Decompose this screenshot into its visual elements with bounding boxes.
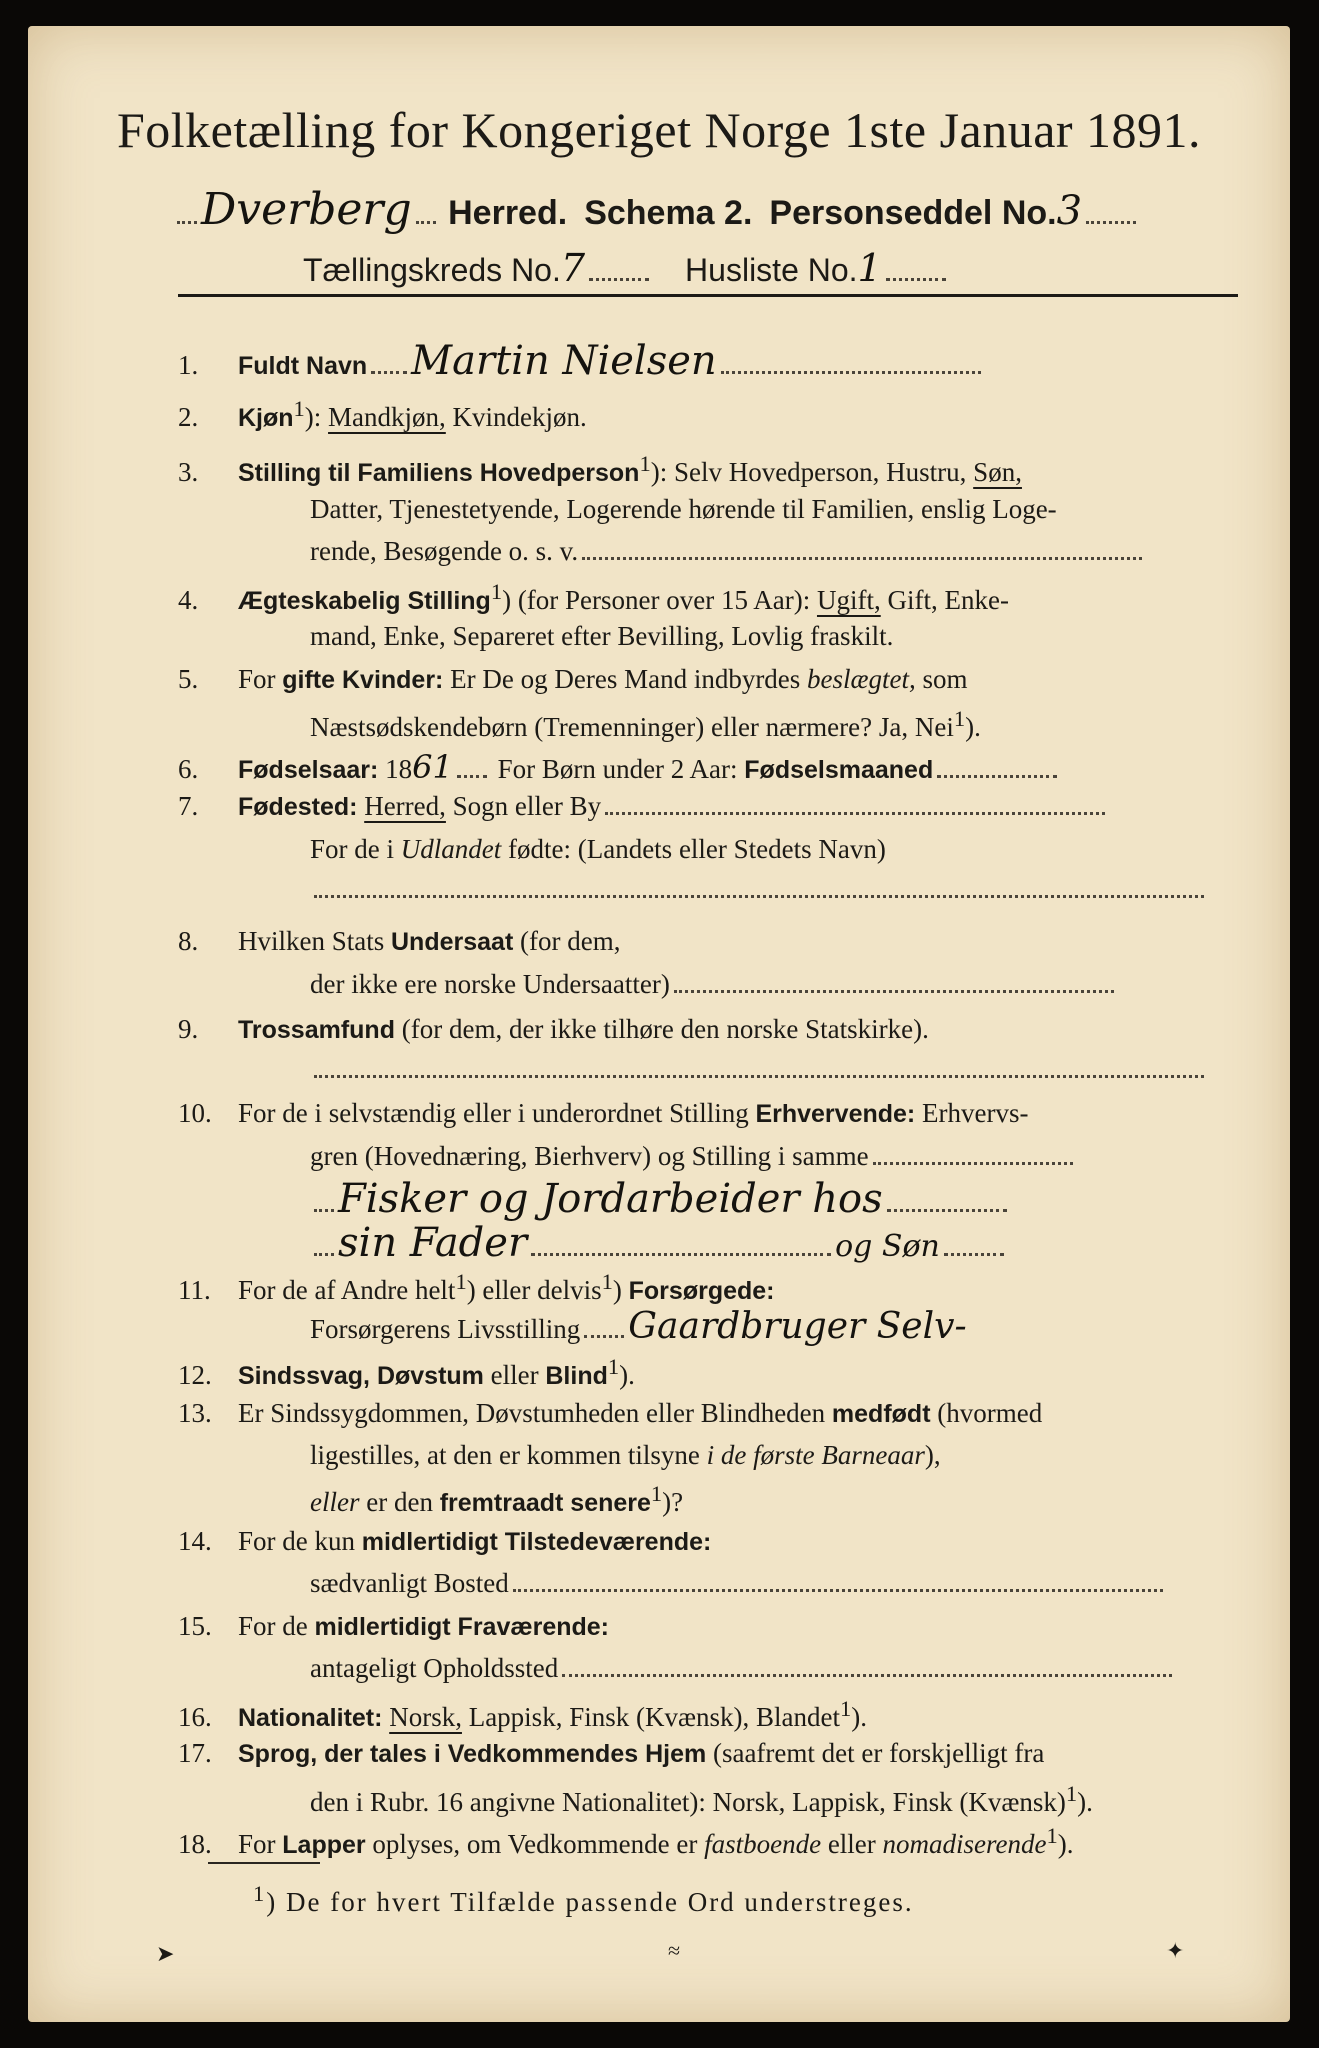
star-mark-icon: ✦: [1166, 1938, 1185, 1963]
item-11-line2-wrap: [310, 1306, 1250, 1347]
item-16-rest: Lappisk, Finsk (Kvænsk), Blandet: [461, 1702, 840, 1732]
item-8: [178, 926, 1248, 957]
item-5-line2-end: ).: [965, 712, 981, 742]
item-16-option-norsk: Norsk,: [389, 1702, 462, 1732]
item-18: [178, 1823, 1248, 1860]
item-7-line2-wrap: [310, 834, 1250, 865]
item-6-number: 6.: [178, 754, 199, 784]
item-6-mid: For Børn under 2 Aar:: [490, 754, 745, 784]
footnote-rule: [208, 1862, 320, 1864]
item-9-blank-line: [310, 1054, 1250, 1085]
item-9-label: Trossamfund: [238, 1016, 395, 1044]
item-12-sup: 1: [607, 1354, 620, 1379]
herred-name: Dverberg: [201, 184, 412, 235]
item-3-line2: Datter, Tjenestetyende, Logerende hørende til Familien, enslig Loge-: [310, 494, 1057, 524]
item-4-option-ugift: Ugift,: [816, 585, 881, 615]
item-13-sup: 1: [650, 1481, 663, 1506]
item-1: [178, 338, 1248, 384]
item-16-sup: 1: [839, 1696, 852, 1721]
item-11-number: 11.: [178, 1275, 211, 1305]
personseddel-label: Personseddel No.: [769, 194, 1057, 232]
personseddel-no: 3: [1056, 188, 1083, 234]
item-1-number: 1.: [178, 350, 199, 380]
item-13-line3-end: )?: [662, 1487, 684, 1517]
item-14-line2: sædvanligt Bosted: [310, 1568, 509, 1598]
item-4-line1: ) (for Personer over 15 Aar):: [502, 585, 817, 615]
item-5-line2: Næstsødskendebørn (Tremenninger) eller nærmere? Ja, Nei: [310, 712, 954, 742]
item-5-sup: 1: [953, 706, 966, 731]
item-11-mid: ) eller delvis: [466, 1275, 602, 1305]
item-10: [178, 1098, 1248, 1129]
item-13-pre: Er Sindssygdommen, Døvstumheden eller Blindheden: [238, 1398, 832, 1428]
item-8-line2-wrap: [310, 969, 1250, 1000]
item-3-label: Stilling til Familiens Hovedperson: [238, 459, 640, 487]
item-12-end: ).: [619, 1360, 635, 1390]
item-17-line2-wrap: [310, 1781, 1250, 1818]
item-13-line2-wrap: [310, 1440, 1250, 1471]
item-17-end: ).: [1077, 1787, 1093, 1817]
item-7-line2-pre: For de i: [310, 834, 401, 864]
taellingskreds-label: Tællingskreds No.: [303, 252, 561, 288]
item-10-answer2: sin Fader: [338, 1220, 528, 1266]
item-14-number: 14.: [178, 1526, 212, 1556]
item-16-label: Nationalitet:: [238, 1704, 383, 1732]
item-3-number: 3.: [178, 457, 199, 487]
item-18-end: ).: [1057, 1829, 1074, 1859]
item-7: [178, 791, 1248, 822]
item-6-label2: Fødselsmaaned: [744, 756, 934, 784]
item-6-answer: 61: [412, 748, 453, 786]
item-15-line2-wrap: [310, 1653, 1250, 1684]
item-11-label: Forsørgede:: [628, 1277, 775, 1305]
corner-mark-icon: ➤: [156, 1941, 175, 1966]
item-4-line1-rest: Gift, Enke-: [880, 585, 1009, 615]
item-17: [178, 1738, 1248, 1769]
item-6-label: Fødselsaar:: [238, 756, 379, 784]
item-17-line2: den i Rubr. 16 angivne Nationalitet): Norsk, Lappisk, Finsk (Kvænsk): [310, 1787, 1066, 1817]
item-2-option-kvindekjon: Kvindekjøn.: [452, 402, 587, 432]
item-12-mid: eller: [483, 1360, 546, 1390]
item-5-pre: For: [238, 664, 283, 694]
census-form-page: [28, 26, 1290, 2022]
item-11-sup: 1: [455, 1269, 467, 1294]
item-9-rest: (for dem, der ikke tilhøre den norske Statskirke).: [394, 1014, 929, 1044]
item-13-line2-pre: ligestilles, at den er kommen tilsyne: [310, 1440, 707, 1470]
item-8-number: 8.: [178, 926, 199, 956]
item-14-label: midlertidigt Tilstedeværende:: [361, 1528, 712, 1556]
item-11-line2: Forsørgerens Livsstilling: [310, 1314, 581, 1344]
item-10-pre: For de i selvstændig eller i underordnet Stilling: [238, 1098, 756, 1128]
item-17-rest: (saafremt det er forskjelligt fra: [706, 1738, 1045, 1768]
form-title: Folketælling for Kongeriget Norge 1ste Januar 1891.: [116, 102, 1202, 158]
item-18-number: 18.: [178, 1829, 212, 1859]
item-4-sup: 1: [490, 579, 503, 604]
item-10-label: Erhvervende:: [755, 1100, 916, 1128]
item-11-mid2: ): [612, 1275, 629, 1305]
item-6-prefix: 18: [378, 754, 413, 784]
item-17-number: 17.: [178, 1738, 212, 1768]
item-18-pre: For: [238, 1829, 283, 1859]
item-5-number: 5.: [178, 664, 199, 694]
item-5-line1-rest: som: [915, 664, 968, 694]
item-13-line2-italic: i de første Barneaar: [706, 1440, 925, 1470]
item-2-label: Kjøn: [238, 404, 294, 432]
item-3-sup: 1: [639, 451, 651, 476]
item-3-line1: ): Selv Hovedperson, Hustru,: [650, 457, 974, 487]
item-12-label2: Blind: [545, 1362, 608, 1390]
item-3-option-son: Søn,: [973, 457, 1022, 487]
item-4: [178, 579, 1248, 616]
item-17-sup: 1: [1065, 1781, 1078, 1806]
item-4-number: 4.: [178, 585, 199, 615]
item-15-number: 15.: [178, 1611, 212, 1641]
item-13-line2-rest: ),: [924, 1440, 941, 1470]
item-11: [178, 1269, 1248, 1306]
item-3-line3: rende, Besøgende o. s. v.: [310, 536, 579, 566]
item-18-mid: eller: [821, 1829, 883, 1859]
item-13-rest: (hvormed: [930, 1398, 1043, 1428]
header-line-herred: [173, 184, 1233, 235]
item-10-answer2-wrap: [310, 1220, 1250, 1266]
header-line-taellingskreds: [303, 246, 1203, 290]
item-10-rest: Erhvervs-: [915, 1098, 1029, 1128]
item-18-italic1: fastboende: [704, 1829, 822, 1859]
schema-label: Schema 2.: [584, 194, 753, 232]
item-15-pre: For de: [238, 1611, 315, 1641]
item-10-answer2b: og Søn: [835, 1229, 940, 1264]
item-2-sup: 1: [293, 396, 305, 421]
item-7-label: Fødested:: [238, 793, 358, 821]
item-1-label: Fuldt Navn: [238, 352, 368, 380]
item-13-line3-italic: eller: [310, 1487, 360, 1517]
footnote-text: ) De for hvert Tilfælde passende Ord understreges.: [266, 1887, 914, 1917]
item-10-line2: gren (Hovednæring, Bierhverv) og Stilling i samme: [310, 1141, 869, 1171]
item-18-rest: oplyses, om Vedkommende er: [365, 1829, 705, 1859]
item-7-option-herred: Herred,: [364, 791, 446, 821]
item-8-pre: Hvilken Stats: [238, 926, 391, 956]
item-16-end: ).: [851, 1702, 867, 1732]
item-4-label: Ægteskabelig Stilling: [238, 587, 491, 615]
item-15: [178, 1611, 1248, 1642]
item-14-pre: For de kun: [238, 1526, 362, 1556]
item-10-number: 10.: [178, 1098, 212, 1128]
item-14-line2-wrap: [310, 1568, 1250, 1599]
item-15-label: midlertidigt Fraværende:: [314, 1613, 609, 1641]
item-10-line2-wrap: [310, 1141, 1250, 1172]
item-13-line3-label: fremtraadt senere: [439, 1489, 651, 1517]
item-7-rest: Sogn eller By: [445, 791, 602, 821]
item-13-label: medfødt: [831, 1400, 931, 1428]
item-5: [178, 664, 1248, 695]
item-9: [178, 1014, 1248, 1045]
item-13-line3-pre: er den: [359, 1487, 440, 1517]
item-13: [178, 1398, 1248, 1429]
item-4-line2: mand, Enke, Separeret efter Bevilling, Lovlig fraskilt.: [310, 621, 894, 651]
item-8-label: Undersaat: [391, 928, 514, 956]
item-5-line1-italic: beslægtet,: [807, 664, 916, 694]
item-14: [178, 1526, 1248, 1557]
item-17-label: Sprog, der tales i Vedkommendes Hjem: [238, 1740, 707, 1768]
item-2: [178, 396, 1248, 433]
item-7-blank-line: [310, 874, 1250, 905]
item-16-number: 16.: [178, 1702, 212, 1732]
item-5-line1: Er De og Deres Mand indbyrdes: [443, 664, 808, 694]
taellingskreds-no: 7: [560, 246, 586, 290]
item-11-answer: Gaardbruger Selv-: [628, 1306, 967, 1347]
item-6: [178, 748, 1248, 786]
husliste-label: Husliste No.: [685, 252, 858, 288]
item-12-number: 12.: [178, 1360, 212, 1390]
header-rule: [178, 294, 1238, 297]
footnote-sup: 1: [253, 1881, 267, 1906]
item-18-italic2: nomadiserende: [882, 1829, 1047, 1859]
item-8-line2: der ikke ere norske Undersaatter): [310, 969, 670, 999]
item-9-number: 9.: [178, 1014, 199, 1044]
item-2-text: ):: [304, 402, 329, 432]
item-5-label: gifte Kvinder:: [282, 666, 444, 694]
item-13-number: 13.: [178, 1398, 212, 1428]
item-13-line3-wrap: [310, 1481, 1250, 1518]
item-1-answer: Martin Nielsen: [411, 338, 717, 384]
item-18-sup: 1: [1046, 1823, 1058, 1848]
item-2-number: 2.: [178, 402, 199, 432]
husliste-no: 1: [857, 246, 882, 290]
item-7-number: 7.: [178, 791, 199, 821]
item-15-line2: antageligt Opholdssted: [310, 1653, 559, 1683]
herred-label: Herred.: [448, 194, 568, 232]
item-16: [178, 1696, 1248, 1733]
item-3: [178, 451, 1248, 488]
item-5-line2-wrap: [310, 706, 1250, 743]
item-10-answer1: Fisker og Jordarbeider hos: [338, 1176, 883, 1222]
item-8-rest: (for dem,: [513, 926, 621, 956]
item-12: [178, 1354, 1248, 1391]
item-11-pre: For de af Andre helt: [238, 1275, 456, 1305]
item-3-line3-wrap: [310, 536, 1250, 567]
center-mark-icon: ≈: [668, 1938, 681, 1963]
item-7-line2-rest: fødte: (Landets eller Stedets Navn): [501, 834, 886, 864]
footnote: [253, 1881, 914, 1918]
item-2-option-mandkjon: Mandkjøn,: [328, 402, 446, 432]
item-7-line2-italic: Udlandet: [400, 834, 502, 864]
item-12-label: Sindssvag, Døvstum: [238, 1362, 484, 1390]
item-11-sup2: 1: [601, 1269, 613, 1294]
item-10-answer1-wrap: [310, 1176, 1250, 1222]
item-18-label: Lapper: [282, 1831, 366, 1859]
